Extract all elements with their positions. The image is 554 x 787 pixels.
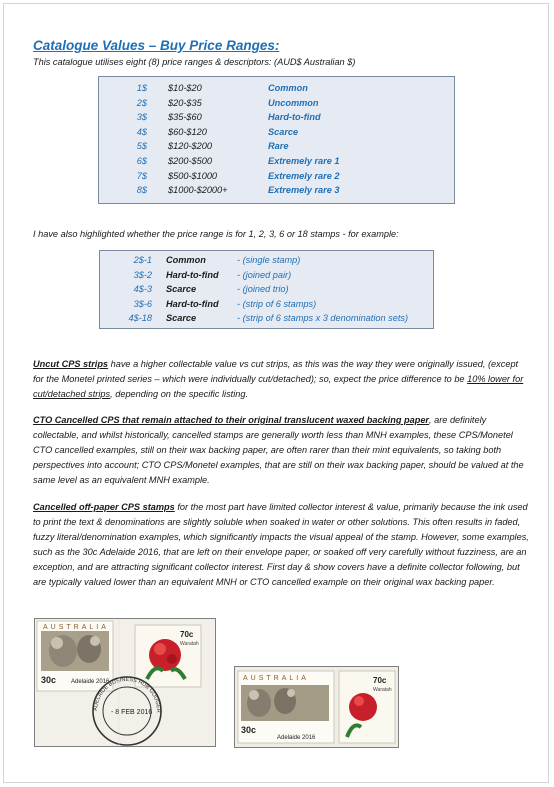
price-range-row <box>99 83 454 97</box>
price-range: $500-$1000 <box>168 170 218 181</box>
example-row <box>100 255 433 269</box>
example-note: - (single stamp) <box>237 255 301 265</box>
price-range: $10-$20 <box>168 83 202 93</box>
price-code: 5$ <box>136 141 147 152</box>
price-range-row <box>99 156 454 170</box>
price-descriptor: Extremely rare 2 <box>268 170 340 181</box>
example-code: 3$-6 <box>133 298 152 309</box>
example-descriptor: Hard-to-find <box>166 269 219 280</box>
stamp-place-text: Adelaide 2016 <box>277 735 316 741</box>
example-code: 4$-18 <box>128 313 152 324</box>
price-code: 7$ <box>136 170 147 181</box>
example-code: 4$-3 <box>133 284 152 295</box>
example-code: 3$-2 <box>133 269 152 280</box>
price-code: 8$ <box>136 185 147 196</box>
price-descriptor: Hard-to-find <box>268 112 321 123</box>
paragraph-offpaper <box>33 500 529 590</box>
example-descriptor: Scarce <box>166 284 197 295</box>
example-note: - (strip of 6 stamps) <box>237 298 317 309</box>
example-row <box>100 270 433 284</box>
postmark-date-text: - 8 FEB 2016 <box>111 709 153 716</box>
price-descriptor: Common <box>268 83 308 93</box>
paragraph-lead: Uncut CPS strips <box>33 359 109 369</box>
stamp-place-text: Adelaide 2016 <box>71 679 110 685</box>
price-range: $20-$35 <box>168 97 202 108</box>
price-descriptor: Rare <box>268 141 289 152</box>
price-range: $120-$200 <box>168 141 212 152</box>
paragraph-text: , depending on the specific listing. <box>110 389 249 399</box>
price-range-table <box>98 76 455 204</box>
example-row <box>100 299 433 313</box>
example-note: - (strip of 6 stamps x 3 denomination sets) <box>237 313 409 324</box>
price-code: 2$ <box>136 97 147 108</box>
highlight-intro: I have also highlighted whether the price range is for 1, 2, 3, 6 or 18 stamps - for example: <box>33 229 399 239</box>
flower-denom-text: 70c <box>373 676 387 685</box>
intro-text: This catalogue utilises eight (8) price ranges & descriptors: (AUD$ Australian $) <box>33 57 356 67</box>
flower-name-text: Waratah <box>180 641 199 647</box>
price-range-row <box>99 171 454 185</box>
paragraph-underline: 10% lower for cut/detached strips <box>33 374 524 399</box>
price-descriptor: Extremely rare 3 <box>268 185 340 196</box>
paragraph-cto <box>33 413 529 488</box>
price-range-row <box>99 127 454 141</box>
paragraph-lead: CTO Cancelled CPS that remain attached to their original translucent waxed backing paper <box>33 415 430 425</box>
stamp-denom-text: 30c <box>241 725 257 735</box>
price-code: 1$ <box>136 83 147 93</box>
page-title: Catalogue Values – Buy Price Ranges: <box>33 38 280 53</box>
example-descriptor: Hard-to-find <box>166 298 219 309</box>
example-table <box>99 250 434 329</box>
price-descriptor: Extremely rare 1 <box>268 156 340 166</box>
price-code: 4$ <box>136 126 147 137</box>
price-range: $200-$500 <box>168 156 212 166</box>
price-range: $35-$60 <box>168 112 202 123</box>
stamp-country-text: AUSTRALIA <box>243 675 309 682</box>
example-note: - (joined pair) <box>237 269 292 280</box>
flower-denom-text: 70c <box>180 630 194 639</box>
paragraph-text: for the most part have limited collector interest & value, primarily because the ink used to print the text & denominations are slightly soluble when soaked in water or other solutions. This often results in faded, fuzzy literal/denomination examples, which significantly impacts the visual appeal of the stamp. However, some examples, such as the 30c Adelaide 2016, that are left on their envelope paper, or soaked off very carefully without fuzziness, are an exception, and are attracting significant collector interest. First day & show covers have a definite collector following, but are typically valued lower than an equivalent MNH or CTO cancelled example on their original wax backing paper. <box>33 502 529 587</box>
example-row <box>100 284 433 298</box>
price-range: $60-$120 <box>168 126 207 137</box>
price-range: $1000-$2000+ <box>168 185 228 196</box>
price-range-row <box>99 185 454 199</box>
stamp-photo-image <box>35 619 215 746</box>
stamp-photo-on-paper <box>34 618 216 747</box>
price-descriptor: Uncommon <box>268 97 319 108</box>
example-note: - (joined trio) <box>237 284 289 295</box>
example-descriptor: Common <box>166 255 206 265</box>
paragraph-text: have a higher collectable value vs cut strips, as this was the way they were originally issued, (except for the Monetel printed series – which were individually cut/detached); so, expect the price difference to be <box>33 359 519 384</box>
stamp-country-text: AUSTRALIA <box>43 624 109 631</box>
price-code: 3$ <box>136 112 147 123</box>
paragraph-lead: Cancelled off-paper CPS stamps <box>33 502 175 512</box>
example-row <box>100 313 433 327</box>
paragraph-text: , are definitely collectable, and whilst historically, cancelled stamps are generally worth less than MNH examples, these CPS/Monetel CTO cancelled examples, still on their wax backing paper, are often rarer than their mint equivalents, so taking both perspectives into account; CTO CPS/Monetel examples, that are still on their wax backing paper, should be valued at the same level as an equivalent MNH example. <box>33 415 524 485</box>
flower-name-text: Waratah <box>373 687 392 693</box>
price-range-row <box>99 98 454 112</box>
example-code: 2$-1 <box>133 255 152 265</box>
price-range-row <box>99 112 454 126</box>
stamp-photo-image <box>235 667 398 747</box>
price-code: 6$ <box>136 156 147 166</box>
stamp-denom-text: 30c <box>41 675 57 685</box>
postmark-ring-text: ADELAIDE BUSINESS HUB GOUGER <box>92 676 162 713</box>
price-range-row <box>99 141 454 155</box>
example-descriptor: Scarce <box>166 313 197 324</box>
paragraph-uncut <box>33 357 529 402</box>
stamp-photo-on-backing <box>234 666 399 748</box>
price-descriptor: Scarce <box>268 126 299 137</box>
